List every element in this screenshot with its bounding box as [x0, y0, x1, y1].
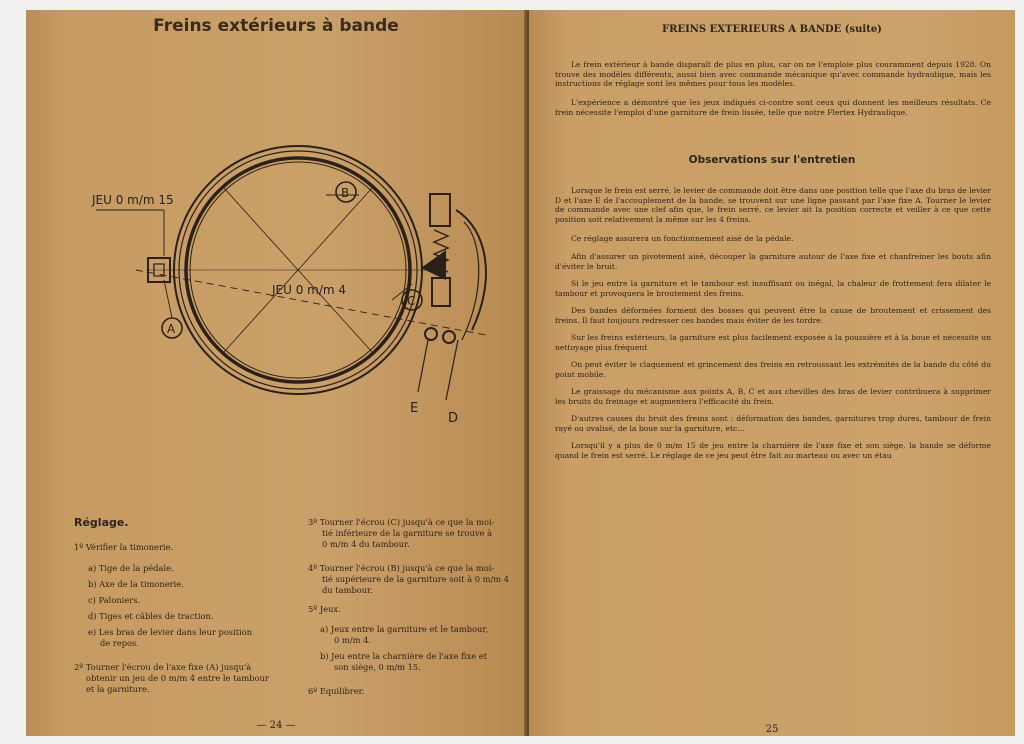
observation-paragraph: Sur les freins extérieurs, la garniture est plus facilement exposée à la poussière et à la boue et nécessite un nettoyage plus fréquent [555, 333, 991, 352]
reglage-item-4-l1: 4º Tourner l'écrou (B) jusqu'à ce que la moi- [308, 563, 495, 573]
right-page [529, 10, 1015, 736]
reglage-item-3-l3: 0 m/m 4 du tambour. [322, 539, 410, 549]
reglage-sub-b: b) Axe de la timonerie. [88, 579, 184, 589]
reglage-sub-e-cont: de repos. [100, 638, 139, 648]
reglage-item-5-b-cont: son siège, 0 m/m 15. [334, 662, 421, 672]
label-c: C [407, 294, 416, 308]
label-a: A [167, 322, 176, 336]
observation-paragraph: D'autres causes du bruit des freins sont : déformation des bandes, garnitures trop dures, tambour de frein rayé ou ovalisé, de la boue sur la garniture, etc... [555, 414, 991, 433]
reglage-sub-d: d) Tiges et câbles de traction. [88, 611, 214, 621]
reglage-heading: Réglage. [74, 516, 129, 529]
reglage-item-5-b: b) Jeu entre la charnière de l'axe fixe et [320, 651, 488, 661]
section-heading: Observations sur l'entretien [688, 154, 856, 166]
reglage-sub-a: a) Tige de la pédale. [88, 563, 174, 573]
observation-paragraph: On peut éviter le claquement et grincement des freins en retroussant les extrémités de la bande du côté du point mobile. [555, 360, 991, 379]
brake-diagram [26, 130, 526, 430]
reglage-item-2-l3: et la garniture. [86, 684, 150, 694]
reglage-item-1: 1º Vérifier la timonerie. [74, 542, 174, 552]
jeu-inner-label: JEU 0 m/m 4 [272, 283, 347, 297]
reglage-item-2-l2: obtenir un jeu de 0 m/m 4 entre le tambour [86, 673, 269, 683]
reglage-item-3-l1: 3º Tourner l'écrou (C) jusqu'à ce que la moi- [308, 517, 495, 527]
reglage-item-6: 6º Equilibrer. [308, 686, 365, 696]
observation-paragraph: Lorsque le frein est serré, le levier de commande doit être dans une position telle que l'axe du bras de levier D et l'axe E de l'accouplement de la bande, se trouvent sur une ligne passant par l'axe fixe A. Tourner le levier de commande avec une clef afin que, le frein serré, ce levier ait la position correcte et veiller à ce que cette position soit relativement la même sur les 4 freins. [555, 186, 991, 224]
reglage-sub-c: c) Paloniers. [88, 595, 141, 605]
reglage-item-5-a-cont: 0 m/m 4. [334, 635, 371, 645]
page-number: 25 [765, 724, 779, 735]
observation-paragraph: Afin d'assurer un pivotement aisé, découper la garniture autour de l'axe fixe et chanfreiner les bouts afin d'éviter le bruit. [555, 252, 991, 271]
observation-paragraph: Des bandes déformées forment des bosses qui peuvent être la cause de broutement et crissement des freins. Il faut toujours redresser ces bandes mais éviter de les tordre. [555, 306, 991, 325]
observation-paragraph: Lorsqu'il y a plus de 0 m/m 15 de jeu entre la charnière de l'axe fixe et son siège, la bande se déforme quand le frein est serré. Le réglage de ce jeu peut être fait au marteau ou avec un étau [555, 441, 991, 460]
observation-paragraph: Ce réglage assurera un fonctionnement aisé de la pédale. [571, 234, 794, 243]
label-b: B [341, 186, 350, 200]
reglage-item-2-l1: 2º Tourner l'écrou de l'axe fixe (A) jusqu'à [74, 662, 252, 672]
label-d: D [448, 411, 459, 426]
page-number: — 24 — [256, 720, 296, 731]
left-page [26, 10, 526, 736]
jeu-outer-label: JEU 0 m/m 15 [92, 193, 174, 207]
reglage-sub-e: e) Les bras de levier dans leur position [88, 627, 253, 637]
reglage-item-3-l2: tié inférieure de la garniture se trouve à [322, 528, 493, 538]
page-title: Freins extérieurs à bande [153, 16, 399, 36]
intro-paragraph-1: Le frein extérieur à bande disparaît de plus en plus, car on ne l'emploie plus couramment depuis 1928. On trouve des modèles différents, aussi bien avec commande mécanique qu'avec commande hydraulique, mais les instructions de réglage sont les mêmes pour tous les modèles. [555, 60, 991, 89]
reglage-item-4-l3: du tambour. [322, 585, 373, 595]
page-title: FREINS EXTERIEURS A BANDE (suite) [662, 24, 882, 35]
observation-paragraph: Le graissage du mécanisme aux points A, B, C et aux chevilles des bras de levier contribuera à supprimer les bruits du freinage et augmentera l'efficacité du frein. [555, 387, 991, 406]
reglage-item-5: 5º Jeux. [308, 604, 341, 614]
reglage-item-5-a: a) Jeux entre la garniture et le tambour, [320, 624, 489, 634]
intro-paragraph-2: L'expérience a démontré que les jeux indiqués ci-contre sont ceux qui donnent les meilleurs résultats. Ce frein nécessite l'emploi d'une garniture de frein lissée, telle que notre Flertex Hydraulique. [555, 98, 991, 117]
label-e: E [410, 401, 419, 416]
observation-paragraph: Si le jeu entre la garniture et le tambour est insuffisant ou inégal, la chaleur de frottement fera dilater le tambour et provoquera le broutement des freins. [555, 279, 991, 298]
reglage-item-4-l2: tié supérieure de la garniture soit à 0 m/m 4 [322, 574, 510, 584]
